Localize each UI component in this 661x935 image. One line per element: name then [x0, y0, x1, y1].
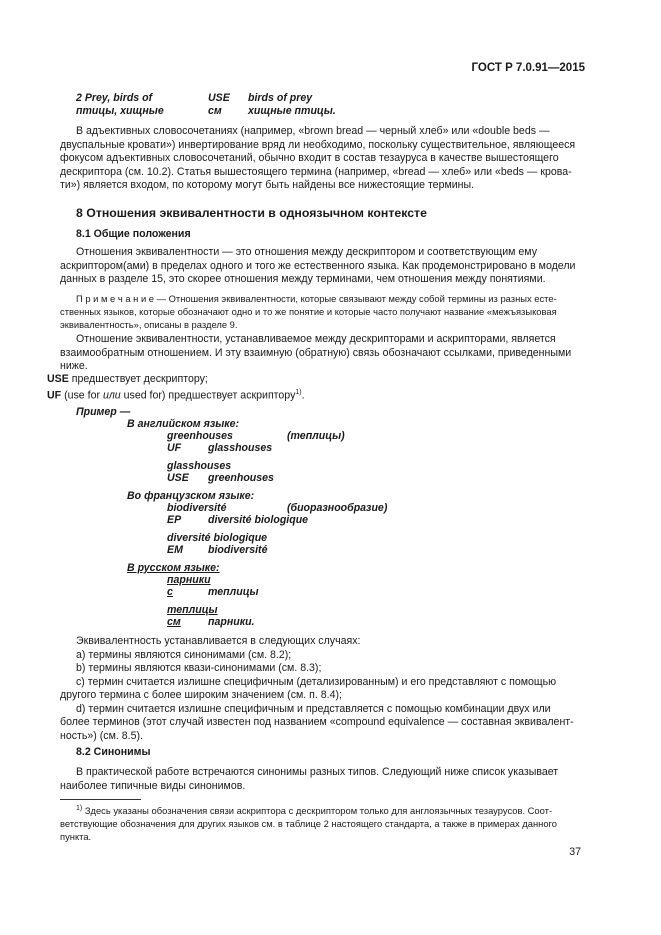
synonyms-line-2: наиболее типичные виды синонимов.: [60, 779, 246, 792]
uf-text-b: used for) предшествует аскриптору: [120, 389, 296, 402]
equivalence-definition-paragraph: [60, 246, 581, 287]
cases-list: [60, 635, 581, 743]
reciprocal-relation-paragraph: [60, 333, 581, 374]
case-c-line-2: другого термина с более широким значением (см. п. 8.4);: [60, 689, 342, 701]
reciprocal-line-3: ниже.: [60, 360, 88, 372]
prey-row2-target: хищные птицы.: [248, 105, 336, 117]
ru-cm-code: см: [167, 616, 181, 628]
uf-text-or: или: [102, 389, 121, 402]
case-b: b) термины являются квази-синонимами (см. 8.3);: [76, 662, 322, 674]
section-8-1-heading: 8.1 Общие положения: [76, 228, 191, 240]
page-number: 37: [569, 846, 581, 858]
adjectival-line-4: дескриптора (см. 10.2). Статья вышестоящего термина (например, «bread — хлеб» или «beds — крова-: [60, 165, 572, 178]
ru-cm-target: парники.: [208, 616, 255, 628]
synonyms-line-1: В практической работе встречаются синонимы разных типов. Следующий ниже список указывает: [76, 766, 559, 778]
note-paragraph: [60, 293, 581, 331]
uf-definition: [47, 386, 305, 403]
prey-row1-target: birds of prey: [248, 92, 313, 104]
prey-row2-operator: см: [208, 105, 222, 117]
case-d-line-3: ность») (см. 8.5).: [60, 729, 143, 742]
adjectival-paragraph: [60, 125, 581, 193]
case-d-line-2: более терминов (этот случай известен под названием «compound equivalence — составная эквивалент-: [60, 716, 574, 728]
cases-intro: Эквивалентность устанавливается в следующих случаях:: [76, 635, 361, 647]
footnote: [60, 803, 581, 844]
fr-ep-code: EP: [167, 514, 182, 526]
definition-line-1: Отношения эквивалентности — это отношения между дескриптором и соответствующим ему: [76, 246, 538, 258]
uf-footnote-mark: 1): [295, 389, 302, 396]
uf-text-end: .: [301, 389, 305, 402]
uf-text-a: (use for: [61, 389, 103, 402]
ru-c-code: с: [167, 586, 173, 598]
adjectival-line-2: двуспальные кровати») инвертирование вряд ли необходимо, поскольку существительное, являющееся: [60, 138, 576, 151]
section-8-heading: 8 Отношения эквивалентности в одноязычном контексте: [76, 206, 427, 220]
standard-header: ГОСТ Р 7.0.91—2015: [471, 62, 585, 74]
fr-term-2: diversité biologique: [167, 532, 268, 544]
ru-cm-row: [167, 616, 255, 630]
footnote-separator: [60, 799, 141, 800]
en-uf-target: glasshouses: [208, 442, 273, 454]
en-term-1-translation: (теплицы): [287, 430, 345, 442]
use-definition: [47, 373, 208, 387]
ru-term-1: парники: [167, 574, 211, 586]
use-text: предшествует дескриптору;: [68, 373, 208, 385]
ru-c-row: [167, 586, 259, 600]
adjectival-line-3: фокусом адъективных словосочетаний, обычно входит в состав тезауруса в качестве вышестоящего: [60, 152, 559, 164]
note-line-2: ственных языков, которые обозначают одно и то же понятие и которые часто получают название «межъязыковая: [60, 305, 557, 317]
synonyms-paragraph: [60, 766, 581, 793]
note-line-3: эквивалентность», описаны в разделе 9.: [60, 318, 238, 330]
en-use-target: greenhouses: [208, 472, 274, 484]
ru-term-2: теплицы: [167, 604, 218, 616]
ru-c-target: теплицы: [208, 586, 259, 598]
fr-em-target: biodiversité: [208, 544, 268, 556]
footnote-line-1: Здесь указаны обозначения связи аскриптора с дескриптором только для англоязычных тезаурусов. Соот-: [82, 805, 553, 817]
example-label: Пример —: [76, 406, 131, 418]
reciprocal-line-1: Отношение эквивалентности, устанавливаемое между дескрипторами и аскрипторами, является: [76, 333, 556, 345]
fr-ep-target: diversité biologique: [208, 514, 309, 526]
prey-row1-term: 2 Prey, birds of: [76, 92, 153, 104]
definition-line-3: данных в разделе 15, это скорее отношения между терминами, чем отношения между понятиями.: [60, 273, 546, 285]
case-a: а) термины являются синонимами (см. 8.2);: [76, 648, 292, 661]
note-label: П р и м е ч а н и е: [76, 293, 155, 304]
prey-row2-term: птицы, хищные: [76, 105, 164, 117]
fr-term-1: biodiversité: [167, 502, 227, 514]
french-label: Во французском языке:: [127, 490, 255, 502]
footnote-line-2: ветствующие обозначения для других языков см. в таблице 2 настоящего стандарта, а также в примерах данного: [60, 817, 557, 829]
footnote-mark: 1): [76, 805, 83, 812]
section-8-2-heading: 8.2 Синонимы: [76, 746, 151, 758]
english-label: В английском языке:: [127, 418, 240, 430]
uf-code: UF: [47, 389, 62, 402]
use-code: USE: [47, 373, 69, 385]
russian-label: В русском языке:: [127, 562, 220, 574]
en-uf-code: UF: [167, 442, 182, 454]
case-d-line-1: d) термин считается излишне специфичным и представляется с помощью комбинации двух или: [76, 702, 551, 715]
footnote-line-3: пункта.: [60, 830, 92, 842]
note-line-1: — Отношения эквивалентности, которые связывают между собой термины из разных есте-: [154, 293, 557, 304]
en-term-2: glasshouses: [167, 460, 232, 472]
prey-row1-operator: USE: [208, 92, 230, 104]
definition-line-2: аскриптором(ами) в пределах одного и того же естественного языка. Как продемонстрировано в модели: [60, 259, 576, 272]
en-use-code: USE: [167, 472, 189, 484]
adjectival-line-5: ти») является входом, по которому могут быть найдены все нижестоящие термины.: [60, 179, 475, 191]
reciprocal-line-2: взаимообратным отношением. И эту взаимную (обратную) связь обозначают ссылками, приведенными: [60, 346, 572, 359]
case-c-line-1: c) термин считается излишне специфичным (детализированным) и его представляют с помощью: [76, 675, 557, 688]
adjectival-line-1: В адъективных словосочетаниях (например, «brown bread — черный хлеб» или «double beds —: [76, 125, 550, 137]
en-term-1: greenhouses: [167, 430, 233, 442]
fr-em-code: EM: [167, 544, 183, 556]
fr-term-1-translation: (биоразнообразие): [287, 502, 388, 514]
